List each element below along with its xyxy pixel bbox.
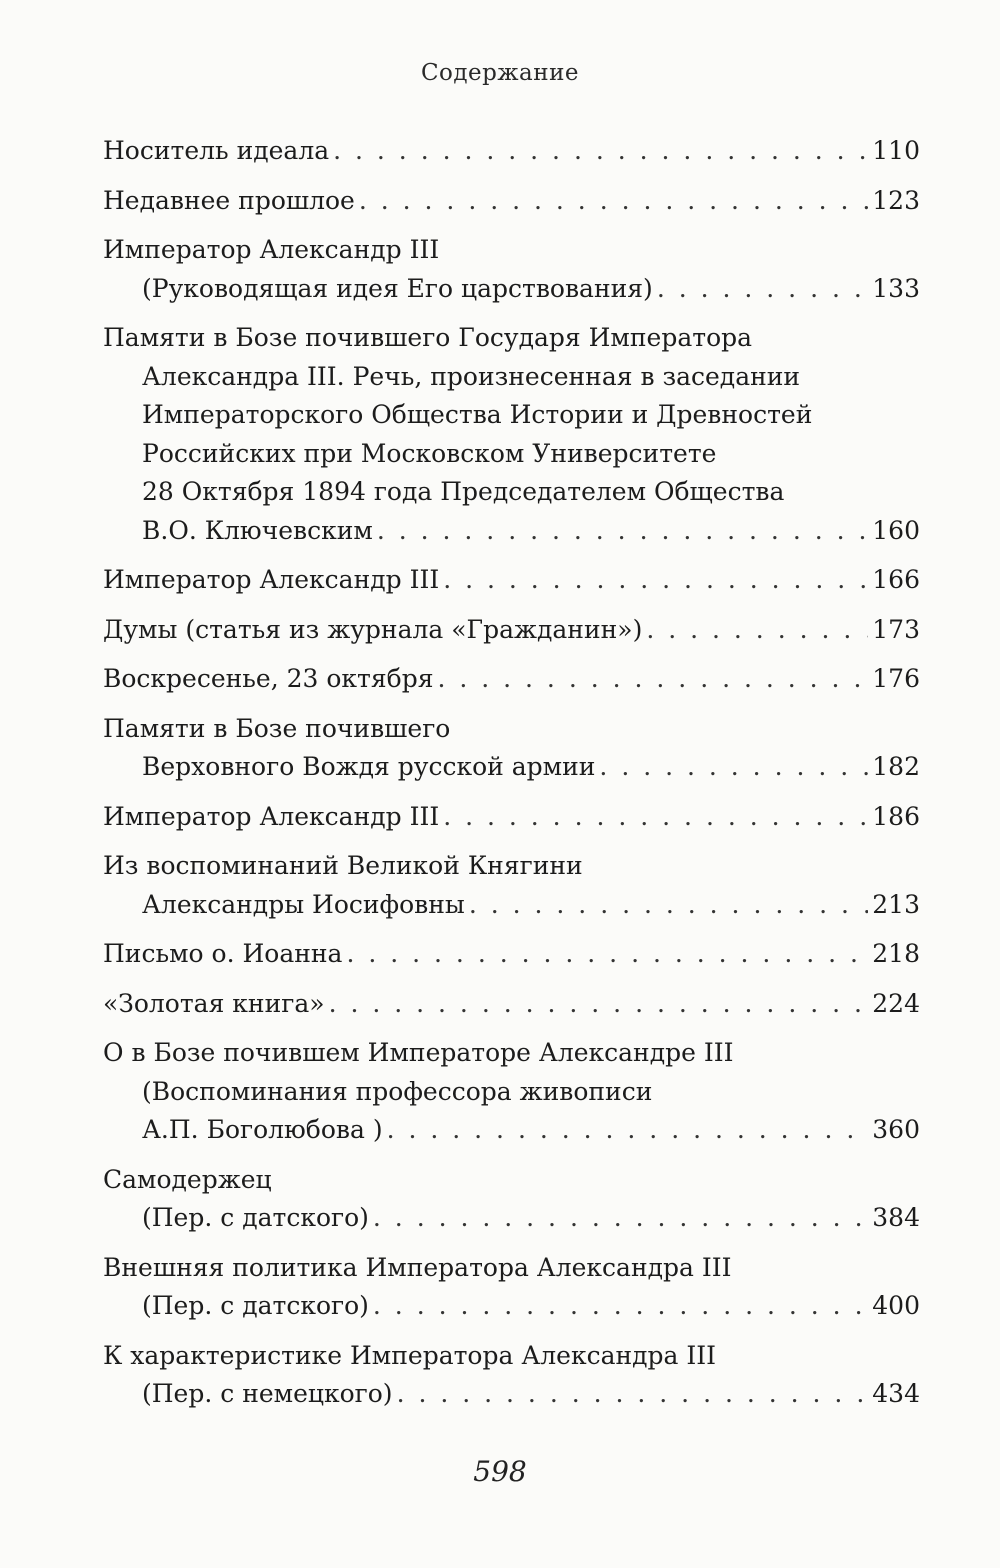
dot-leader <box>346 935 868 974</box>
toc-entry-title: Недавнее прошлое <box>103 185 355 215</box>
toc-entry-page: 182 <box>872 752 920 781</box>
toc-entry-title: (Пер. с немецкого) <box>142 1379 393 1408</box>
toc-entry-line <box>103 611 920 650</box>
toc-entry-page: 133 <box>872 273 920 303</box>
toc-entry <box>103 561 920 600</box>
toc-entry <box>103 660 920 699</box>
toc-entry-line: К характеристике Императора Александра III <box>103 1340 717 1370</box>
toc-entry <box>103 132 920 171</box>
toc-entry-page: 224 <box>872 988 920 1018</box>
toc-entry-line <box>103 512 920 551</box>
dot-leader <box>373 1199 868 1238</box>
toc-entry-line: (Воспоминания профессора живописи <box>142 1076 653 1106</box>
toc-entry-title: (Пер. с датского) <box>142 1203 369 1232</box>
toc-entry-page: 218 <box>872 939 920 968</box>
toc-entry-page: 166 <box>872 565 920 594</box>
dot-leader <box>397 1375 869 1414</box>
toc-entry <box>103 985 920 1024</box>
toc-entry <box>103 1034 920 1150</box>
toc-entry <box>103 182 920 221</box>
toc-entry-title: В.О. Ключевским <box>142 515 373 545</box>
toc-entry-line: Памяти в Бозе почившего Государя Императора <box>103 323 753 352</box>
toc-entry-page: 160 <box>872 515 920 545</box>
toc-entry <box>103 1337 920 1414</box>
dot-leader <box>599 748 868 787</box>
toc-entry-title: Письмо о. Иоанна <box>103 939 343 968</box>
dot-leader <box>387 1111 869 1150</box>
toc-entry-line: Российских при Московском Университете <box>142 438 717 468</box>
toc-entry-line <box>103 886 920 925</box>
toc-entry-line <box>103 798 920 837</box>
toc-entry-line <box>103 1375 920 1414</box>
toc-entry-page: 434 <box>872 1379 920 1408</box>
dot-leader <box>657 270 868 309</box>
toc-entry-line: Из воспоминаний Великой Княгини <box>103 851 583 880</box>
dot-leader <box>373 1287 868 1326</box>
toc-entry-line <box>103 270 920 309</box>
toc-entry <box>103 1161 920 1238</box>
toc-entry-line <box>103 132 920 171</box>
toc-entry-page: 400 <box>872 1291 920 1320</box>
toc-entry-line: О в Бозе почившем Императоре Александре III <box>103 1038 734 1067</box>
toc-entry-title: Император Александр III <box>103 565 440 594</box>
dot-leader <box>333 132 868 171</box>
toc-entry-page: 186 <box>872 801 920 831</box>
toc-entry-line <box>103 748 920 787</box>
toc-entry-page: 173 <box>872 614 920 644</box>
dot-leader <box>443 798 868 837</box>
toc-entry-title: Император Александр III <box>103 801 440 831</box>
dot-leader <box>377 512 868 551</box>
toc-entry-title: Верховного Вождя русской армии <box>142 752 596 781</box>
toc-entry <box>103 847 920 924</box>
toc-entry <box>103 935 920 974</box>
toc-entry-line <box>103 561 920 600</box>
toc-entry-line: Памяти в Бозе почившего <box>103 713 451 743</box>
dot-leader <box>437 660 868 699</box>
toc-entry-line: Император Александр III <box>103 235 440 264</box>
toc-entry-page: 123 <box>872 185 920 215</box>
toc-entry-title: Александры Иосифовны <box>142 889 465 919</box>
toc-entry-title: Думы (статья из журнала «Гражданин») <box>103 614 643 644</box>
toc-entry-line: Внешняя политика Императора Александра III <box>103 1252 732 1282</box>
toc-entry-page: 110 <box>872 136 920 165</box>
dot-leader <box>443 561 868 600</box>
dot-leader <box>469 886 868 925</box>
dot-leader <box>359 182 868 221</box>
toc-entry-title: (Руководящая идея Его царствования) <box>142 273 653 303</box>
toc-entry <box>103 710 920 787</box>
dot-leader <box>329 985 869 1024</box>
toc-entry-line: 28 Октября 1894 года Председателем Общества <box>142 477 785 506</box>
toc-entry-line: Императорского Общества Истории и Древностей <box>142 400 813 429</box>
toc-entry <box>103 611 920 650</box>
toc-entry-line <box>103 985 920 1024</box>
toc-entry-page: 360 <box>872 1115 920 1144</box>
toc-entry-title: (Пер. с датского) <box>142 1291 369 1320</box>
table-of-contents <box>103 132 920 1425</box>
dot-leader <box>646 611 868 650</box>
toc-entry-page: 384 <box>872 1203 920 1232</box>
running-head: Содержание <box>420 60 580 86</box>
toc-entry-title: А.П. Боголюбова ) <box>142 1115 383 1144</box>
toc-entry-line: Самодержец <box>103 1164 272 1194</box>
toc-entry-title: «Золотая книга» <box>103 988 325 1018</box>
toc-entry-line <box>103 660 920 699</box>
toc-entry-title: Носитель идеала <box>103 136 330 165</box>
toc-entry-page: 176 <box>872 664 920 693</box>
toc-entry <box>103 1249 920 1326</box>
toc-entry-page: 213 <box>872 889 920 919</box>
toc-entry <box>103 319 920 550</box>
toc-entry-line <box>103 1287 920 1326</box>
toc-entry <box>103 231 920 308</box>
toc-entry-line <box>103 182 920 221</box>
toc-entry-line: Александра III. Речь, произнесенная в заседании <box>142 361 801 391</box>
toc-entry-line <box>103 1199 920 1238</box>
toc-entry-line <box>103 1111 920 1150</box>
toc-entry <box>103 798 920 837</box>
page-number: 598 <box>473 1455 527 1488</box>
toc-entry-title: Воскресенье, 23 октября <box>103 664 434 693</box>
toc-entry-line <box>103 935 920 974</box>
